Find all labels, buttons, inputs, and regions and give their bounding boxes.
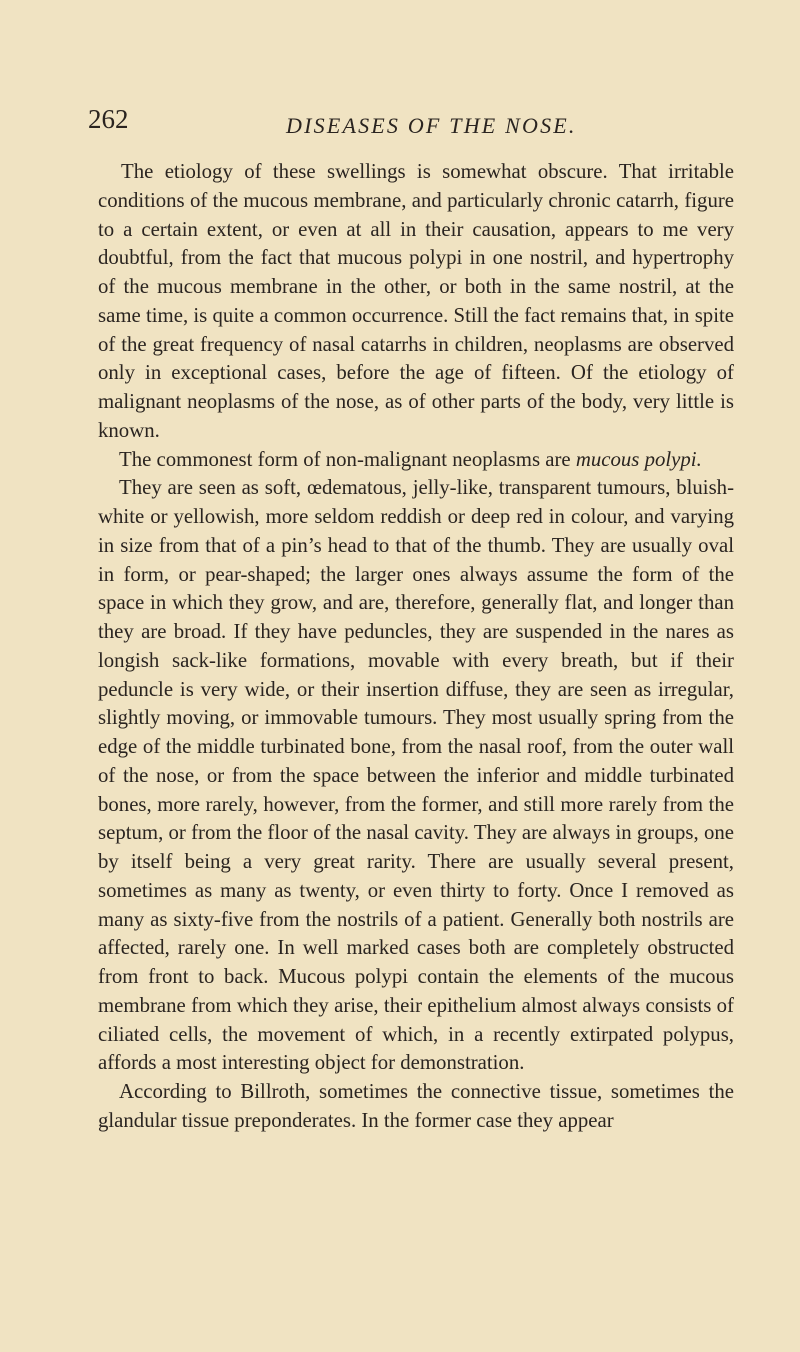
page-header [88, 104, 748, 144]
paragraph-commonest-form [98, 446, 734, 475]
paragraph-commonest-form-text: The commonest form of non-malignant neoplasms are [119, 447, 576, 471]
page-number: 262 [88, 104, 129, 134]
italic-term-mucous-polypi: mucous polypi. [575, 447, 702, 471]
paragraph-billroth: According to Billroth, sometimes the connective tissue, sometimes the glandular tissue preponderates. In the former case they appear [98, 1080, 734, 1132]
body-text [98, 158, 734, 1136]
paragraph-etiology: The etiology of these swellings is somewhat obscure. That irritable conditions of the mucous membrane, and particularly chronic catarrh, figure to a certain extent, or even at all in their causation, appears to me very doubtful, from the fact that mucous polypi in one nostril, and hypertrophy of the mucous membrane in the other, or both in the same nostril, at the same time, is quite a common occurrence. Still the fact remains that, in spite of the great frequency of nasal catarrhs in children, neoplasms are observed only in exceptional cases, before the age of fifteen. Of the etiology of malignant neoplasms of the nose, as of other parts of the body, very little is known. [98, 160, 734, 442]
running-head: DISEASES OF THE NOSE. [286, 113, 577, 138]
paragraph-description: They are seen as soft, œdematous, jelly-like, transparent tumours, bluish-white or yellowish, more seldom reddish or deep red in colour, and varying in size from that of a pin’s head to that of the thumb. They are usually oval in form, or pear-shaped; the larger ones always assume the form of the space in which they grow, and are, therefore, generally flat, and longer than they are broad. If they have peduncles, they are suspended in the nares as longish sack-like formations, movable with every breath, but if their peduncle is very wide, or their insertion diffuse, they are seen as irregular, slightly moving, or immovable tumours. They most usually spring from the edge of the middle turbinated bone, from the nasal roof, from the outer wall of the nose, or from the space between the inferior and middle turbinated bones, more rarely, however, from the former, and still more rarely from the septum, or from the floor of the nasal cavity. They are always in groups, one by itself being a very great rarity. There are usually several present, sometimes as many as twenty, or even thirty to forty. Once I removed as many as sixty-five from the nostrils of a patient. Generally both nostrils are affected, rarely one. In well marked cases both are completely obstructed from front to back. Mucous polypi contain the elements of the mucous membrane from which they arise, their epithelium almost always consists of ciliated cells, the movement of which, in a recently extirpated polypus, affords a most interesting object for demonstration. [98, 476, 734, 1075]
